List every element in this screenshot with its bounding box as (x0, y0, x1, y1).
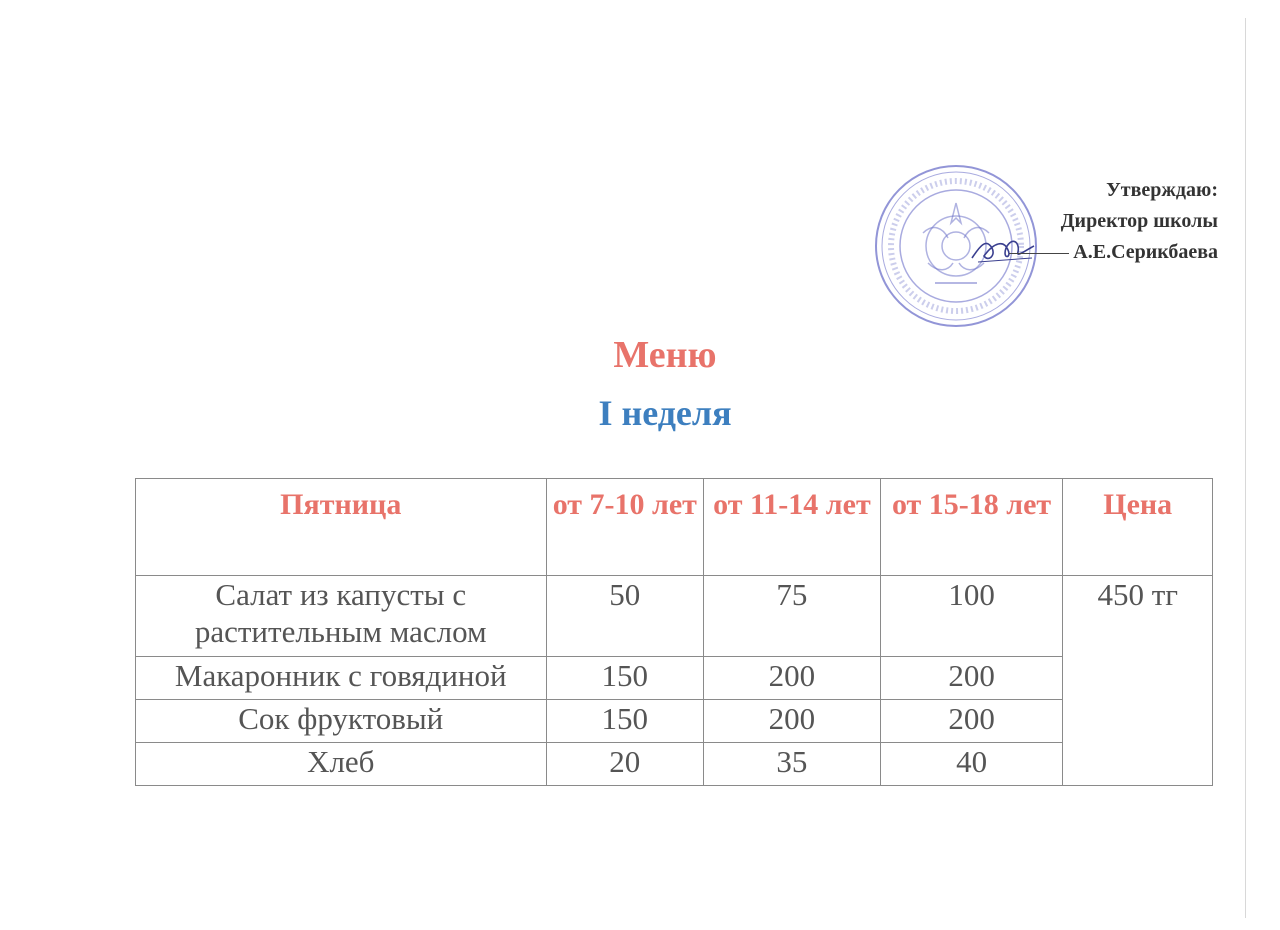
portion-7-10-cell: 150 (546, 700, 704, 743)
header-age-11-14: от 11-14 лет (704, 479, 881, 576)
portion-15-18-cell: 100 (880, 576, 1063, 657)
table-header-row (136, 479, 1213, 576)
week-title: I неделя (598, 393, 732, 433)
portion-7-10-cell: 50 (546, 576, 704, 657)
table-row (136, 700, 1213, 743)
dish-cell: Макаронник с говядиной (136, 657, 547, 700)
approval-name-row (1009, 237, 1218, 268)
header-day: Пятница (136, 479, 547, 576)
price-cell: 450 тг (1063, 576, 1213, 786)
menu-table (135, 478, 1213, 786)
portion-11-14-cell: 200 (704, 657, 881, 700)
dish-cell: Хлеб (136, 743, 547, 786)
dish-cell: Сок фруктовый (136, 700, 547, 743)
approval-block (1009, 175, 1218, 268)
portion-7-10-cell: 20 (546, 743, 704, 786)
portion-15-18-cell: 40 (880, 743, 1063, 786)
header-price: Цена (1063, 479, 1213, 576)
table-row (136, 576, 1213, 657)
approval-position: Директор школы (1060, 210, 1218, 232)
approval-label: Утверждаю: (1106, 179, 1218, 201)
portion-11-14-cell: 200 (704, 700, 881, 743)
signature-line (1009, 253, 1069, 254)
portion-11-14-cell: 35 (704, 743, 881, 786)
portion-15-18-cell: 200 (880, 700, 1063, 743)
menu-title: Меню (613, 334, 717, 376)
header-age-7-10: от 7-10 лет (546, 479, 704, 576)
approval-name: А.Е.Серикбаева (1073, 241, 1218, 263)
table-row (136, 657, 1213, 700)
portion-11-14-cell: 75 (704, 576, 881, 657)
portion-15-18-cell: 200 (880, 657, 1063, 700)
header-age-15-18: от 15-18 лет (880, 479, 1063, 576)
dish-cell: Салат из капусты с растительным маслом (136, 576, 547, 657)
table-row (136, 743, 1213, 786)
scan-edge-line (1245, 18, 1246, 918)
portion-7-10-cell: 150 (546, 657, 704, 700)
